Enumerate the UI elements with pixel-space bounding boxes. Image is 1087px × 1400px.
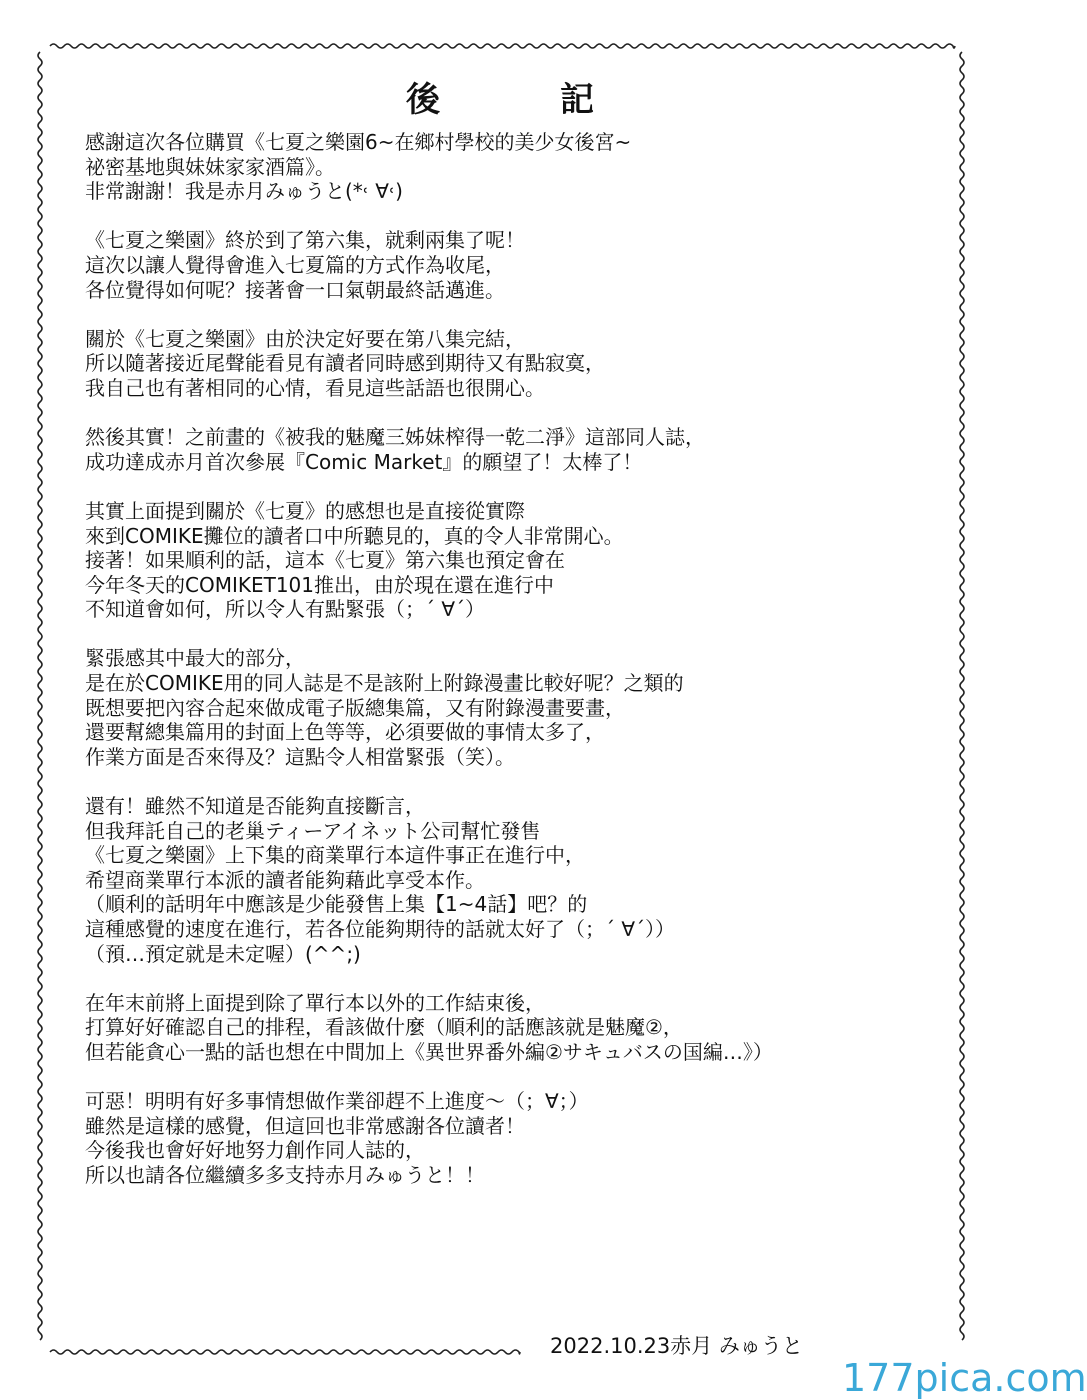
text-line: 還有！雖然不知道是否能夠直接斷言， (85, 794, 425, 819)
text-line: 但我拜託自己的老巢ティーアイネット公司幫忙發售 (85, 818, 541, 843)
text-line: 成功達成赤月首次參展『Comic Market』的願望了！太棒了！ (85, 449, 643, 474)
text-line: 還要幫總集篇用的封面上色等等，必須要做的事情太多了， (85, 720, 605, 745)
text-line: 感謝這次各位購買《七夏之樂園6~在鄉村學校的美少女後宮~ (85, 130, 632, 154)
paragraph (85, 130, 915, 204)
text-line: 在年末前將上面提到除了單行本以外的工作結束後， (85, 990, 545, 1015)
text-line: 是在於COMIKE用的同人誌是不是該附上附錄漫畫比較好呢？之類的 (85, 671, 684, 696)
paragraph (85, 646, 915, 769)
text-line: 不知道會如何，所以令人有點緊張（；´ ∀´） (85, 597, 486, 622)
text-line: 《七夏之樂園》上下集的商業單行本這件事正在進行中， (85, 843, 585, 868)
text-line: 所以也請各位繼續多多支持赤月みゅうと！！ (85, 1162, 485, 1187)
paragraph (85, 794, 915, 966)
paragraph (85, 1089, 915, 1187)
watermark: 177pica.com (842, 1356, 1087, 1400)
paragraph (85, 327, 915, 401)
text-line: （順利的話明年中應該是少能發售上集【1~4話】吧？的 (85, 892, 588, 917)
text-line: 來到COMIKE攤位的讀者口中所聽見的，真的令人非常開心。 (85, 523, 624, 548)
text-line: 這種感覺的速度在進行，若各位能夠期待的話就太好了（；´ ∀´）） (85, 917, 676, 941)
text-line: 緊張感其中最大的部分， (85, 646, 305, 671)
text-line: 希望商業單行本派的讀者能夠藉此享受本作。 (85, 867, 485, 892)
text-line: 所以隨著接近尾聲能看見有讀者同時感到期待又有點寂寞， (85, 351, 605, 376)
text-line: 我自己也有著相同的心情，看見這些話語也很開心。 (85, 375, 545, 400)
paragraph (85, 499, 915, 622)
border-bottom (50, 1350, 520, 1354)
paragraph (85, 991, 915, 1065)
title-char-2: 記 (560, 80, 594, 120)
text-line: 各位覺得如何呢？接著會一口氣朝最終話邁進。 (85, 277, 505, 302)
text-line: 打算好好確認自己的排程，看該做什麼（順利的話應該就是魅魔②， (85, 1015, 683, 1040)
text-line: 既想要把內容合起來做成電子版總集篇，又有附錄漫畫要畫， (85, 695, 625, 720)
page-title (0, 72, 1000, 121)
paragraph (85, 228, 915, 302)
text-line: 非常謝謝！我是赤月みゅうと(*˓ ∀˓) (85, 179, 403, 204)
text-line: 這次以讓人覺得會進入七夏篇的方式作為收尾， (85, 252, 505, 277)
text-line: 今後我也會好好地努力創作同人誌的， (85, 1138, 425, 1163)
text-line: 今年冬天的COMIKET101推出，由於現在還在進行中 (85, 572, 555, 597)
border-top (50, 44, 955, 48)
title-char-1: 後 (406, 80, 440, 120)
text-line: 可惡！明明有好多事情想做作業卻趕不上進度～（；∀；） (85, 1089, 589, 1114)
text-line: 雖然是這樣的感覺，但這回也非常感謝各位讀者！ (85, 1113, 525, 1138)
text-line: 接著！如果順利的話，這本《七夏》第六集也預定會在 (85, 548, 565, 573)
text-line: 作業方面是否來得及？這點令人相當緊張（笑）。 (85, 744, 515, 769)
text-line: 其實上面提到關於《七夏》的感想也是直接從實際 (85, 498, 525, 523)
signature-date: 2022.10.23赤月 みゅうと (550, 1334, 803, 1358)
border-right (960, 52, 964, 1340)
text-line: 祕密基地與妹妹家家酒篇》。 (85, 154, 335, 179)
text-line: （預…預定就是未定喔）(^^;) (85, 941, 361, 966)
text-line: 《七夏之樂園》終於到了第六集，就剩兩集了呢！ (85, 228, 525, 253)
text-line: 然後其實！之前畫的《被我的魅魔三姊妹榨得一乾二淨》這部同人誌， (85, 425, 705, 450)
text-line: 關於《七夏之樂園》由於決定好要在第八集完結， (85, 326, 525, 351)
text-line: 但若能貪心一點的話也想在中間加上《異世界番外編②サキュバスの国編…》） (85, 1039, 773, 1064)
paragraph (85, 425, 915, 474)
border-left (38, 52, 42, 1340)
afterword-body (85, 130, 915, 1212)
